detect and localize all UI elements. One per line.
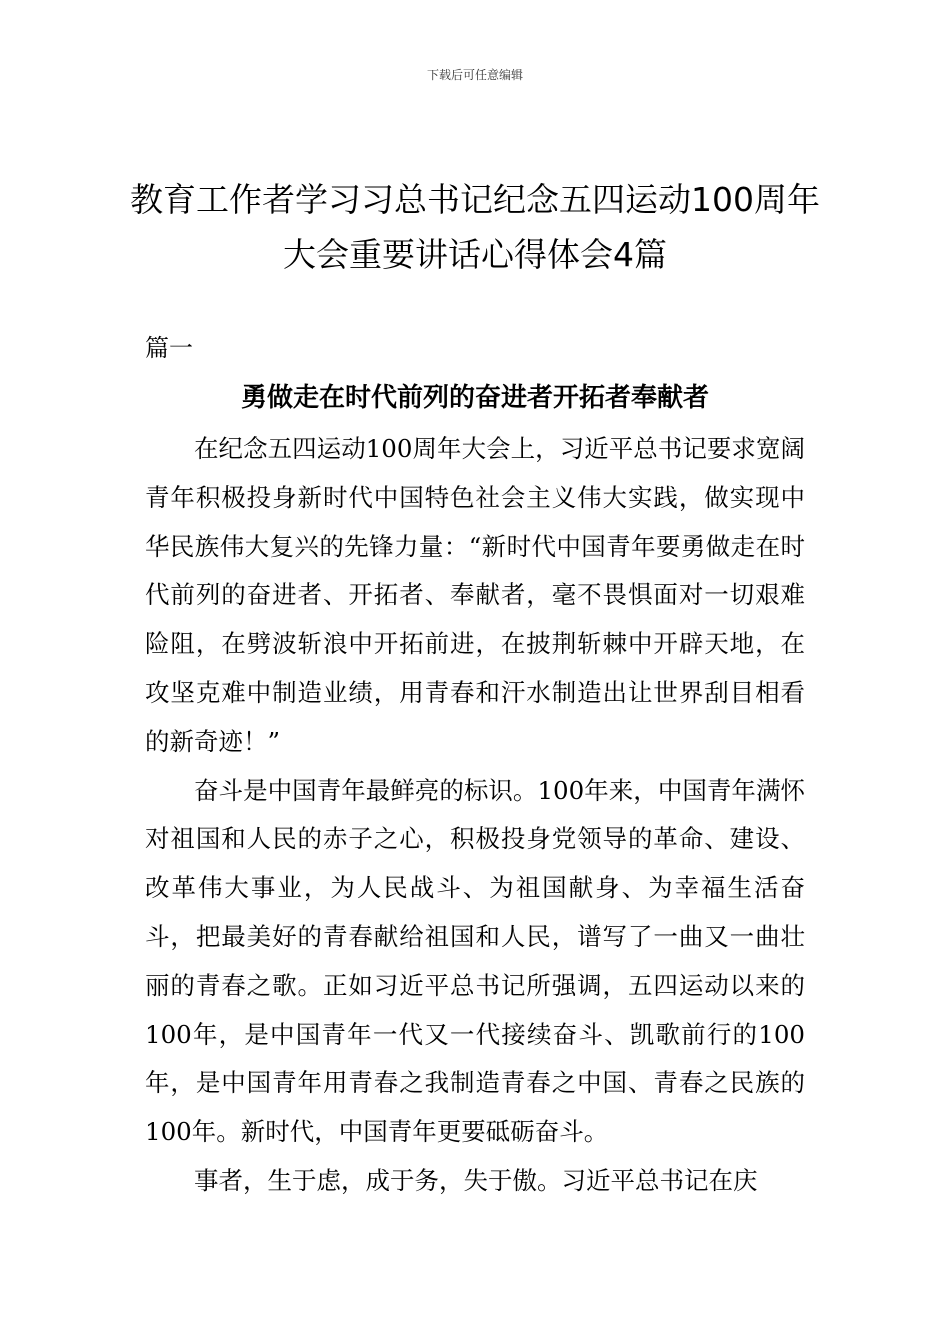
paragraph: 在纪念五四运动100周年大会上，习近平总书记要求宽阔青年积极投身新时代中国特色社会主义伟大实践，做实现中华民族伟大复兴的先锋力量：“新时代中国青年要勇做走在时代前列的奋进者、开拓者、奉献者，毫不畏惧面对一切艰难险阻，在劈波斩浪中开拓前进，在披荆斩棘中开辟天地，在攻坚克难中制造业绩，用青春和汗水制造出让世界刮目相看的新奇迹！” xyxy=(145,434,805,756)
section-label: 篇一 xyxy=(145,334,193,362)
document-title: 教育工作者学习习总书记纪念五四运动100周年大会重要讲话心得体会4篇 xyxy=(130,180,820,274)
body-text xyxy=(145,425,805,1206)
paragraph: 事者，生于虑，成于务，失于傲。习近平总书记在庆 xyxy=(194,1165,758,1195)
section-heading: 勇做走在时代前列的奋进者开拓者奉献者 xyxy=(240,383,709,413)
paragraph: 奋斗是中国青年最鲜亮的标识。100年来，中国青年满怀对祖国和人民的赤子之心，积极投身党领导的革命、建设、改革伟大事业，为人民战斗、为祖国献身、为幸福生活奋斗，把最美好的青春献给祖国和人民，谱写了一曲又一曲壮丽的青春之歌。正如习近平总书记所强调，五四运动以来的100年，是中国青年一代又一代接续奋斗、凯歌前行的100年，是中国青年用青春之我制造青春之中国、青春之民族的100年。新时代，中国青年更要砥砺奋斗。 xyxy=(145,775,805,1147)
header-note: 下载后可任意编辑 xyxy=(426,68,523,82)
